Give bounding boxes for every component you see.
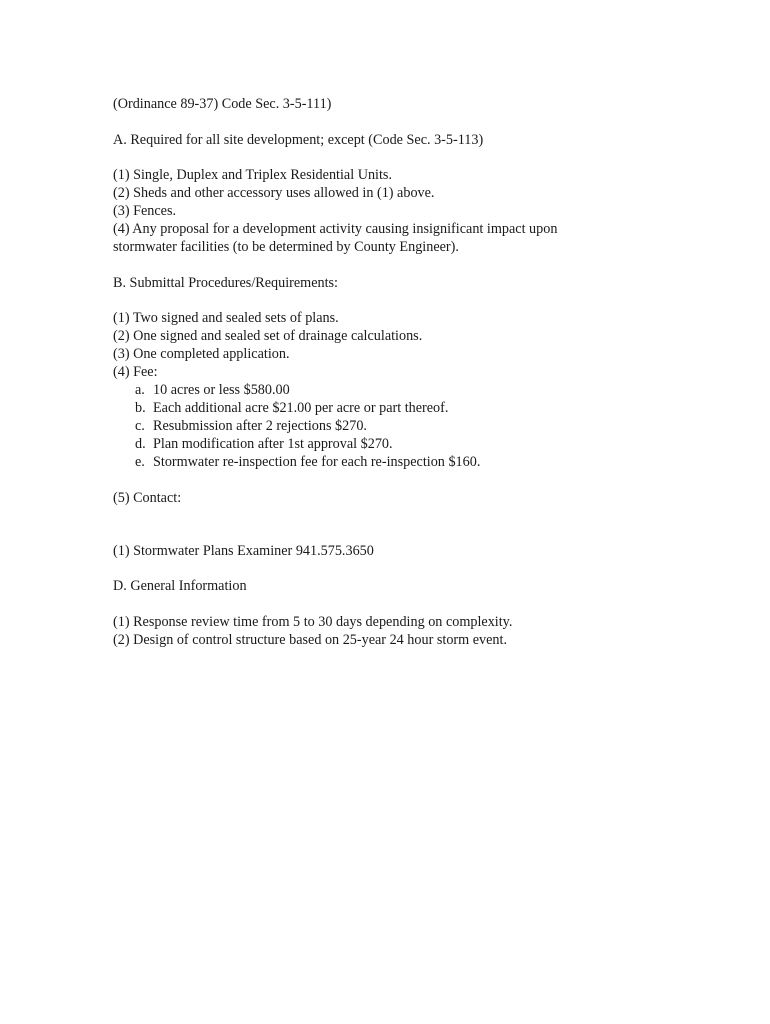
section-a-item: (4) Any proposal for a development activity causing insignificant impact upon (113, 221, 558, 237)
fee-item (113, 417, 713, 435)
contact-label: (5) Contact: (113, 489, 182, 506)
fee-text: Resubmission after 2 rejections $270. (153, 418, 367, 434)
section-b-item: (1) Two signed and sealed sets of plans. (113, 310, 339, 326)
section-b-item: (3) One completed application. (113, 346, 290, 362)
section-b-item: (4) Fee: (113, 364, 158, 380)
fee-item (113, 435, 713, 453)
section-b-heading: B. Submittal Procedures/Requirements: (113, 274, 338, 291)
section-a-item: stormwater facilities (to be determined by County Engineer). (113, 239, 459, 255)
section-a-item: (1) Single, Duplex and Triplex Residential Units. (113, 167, 393, 183)
fee-item (113, 453, 713, 471)
document-body (113, 95, 713, 649)
fee-letter: e. (135, 454, 145, 470)
fee-letter: b. (135, 400, 146, 416)
section-a-item: (2) Sheds and other accessory uses allowed in (1) above. (113, 185, 435, 201)
fee-item (113, 399, 713, 417)
fee-text: Each additional acre $21.00 per acre or part thereof. (153, 400, 449, 416)
fee-letter: c. (135, 418, 145, 434)
section-d-item: (2) Design of control structure based on 25-year 24 hour storm event. (113, 631, 507, 648)
ordinance-header: (Ordinance 89-37) Code Sec. 3-5-111) (113, 96, 332, 112)
fee-item (113, 381, 713, 399)
fee-text: 10 acres or less $580.00 (153, 382, 290, 398)
section-b-item: (2) One signed and sealed set of drainage calculations. (113, 328, 423, 344)
fee-text: Stormwater re-inspection fee for each re-inspection $160. (153, 454, 481, 470)
section-a-heading: A. Required for all site development; except (Code Sec. 3-5-113) (113, 131, 484, 148)
section-a-item: (3) Fences. (113, 203, 177, 219)
fee-letter: a. (135, 382, 145, 398)
section-d-heading: D. General Information (113, 578, 247, 594)
section-d-item: (1) Response review time from 5 to 30 days depending on complexity. (113, 613, 513, 630)
fee-letter: d. (135, 436, 146, 452)
fee-text: Plan modification after 1st approval $270. (153, 436, 393, 452)
contact-line: (1) Stormwater Plans Examiner 941.575.3650 (113, 542, 374, 559)
